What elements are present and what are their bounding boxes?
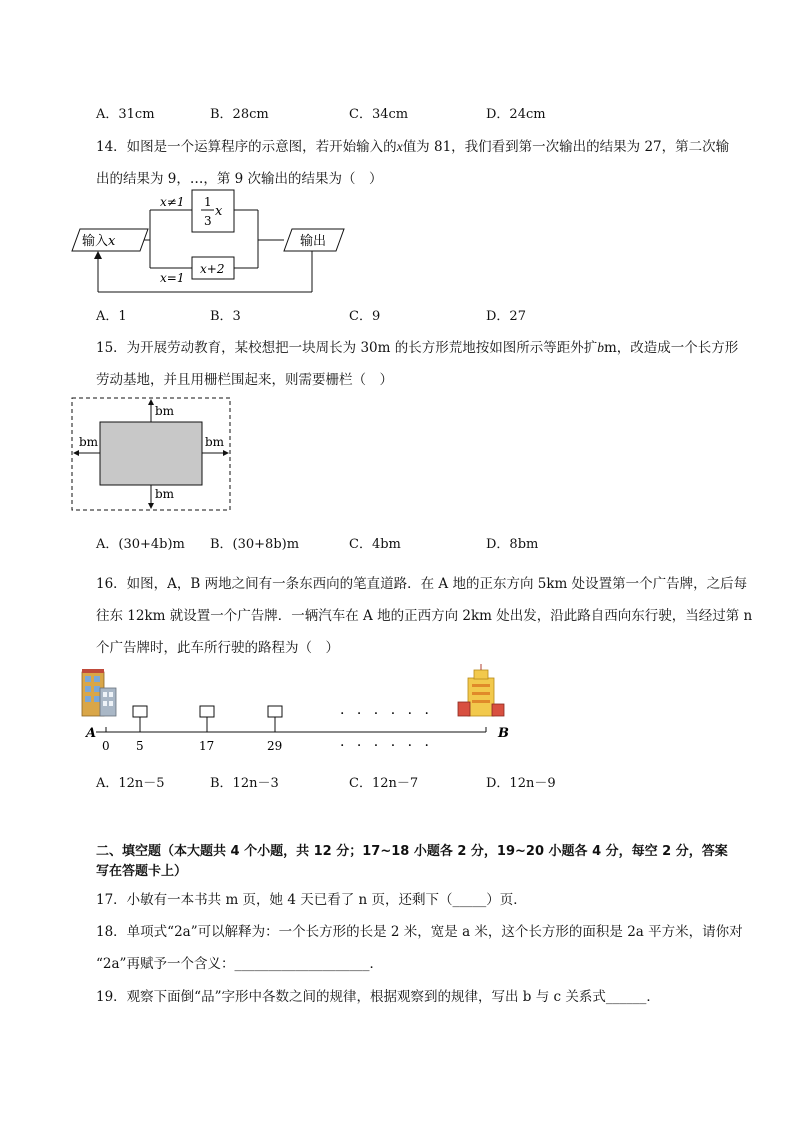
- q13-option-a[interactable]: A．31cm: [96, 107, 155, 122]
- label-b: B: [498, 726, 509, 741]
- building-b-icon: [458, 664, 504, 716]
- inner-grey-rect: [100, 422, 202, 485]
- label-bottom: bm: [155, 487, 175, 501]
- q14-stem-line2: 出的结果为 9，…，第 9 次输出的结果为（ ）: [96, 171, 383, 187]
- arrow-left-icon: [73, 450, 79, 456]
- feedback-arrow-icon: [94, 251, 102, 259]
- q16-option-a[interactable]: A．12n－5: [96, 776, 165, 791]
- q19-text: 19．观察下面倒“品”字形中各数之间的规律，根据观察到的规律，写出 b 与 c 关系式______．: [96, 989, 660, 1005]
- q16-option-c[interactable]: C．12n－7: [349, 776, 419, 791]
- billboard-icon: [200, 706, 214, 732]
- box-one-third-x: [192, 190, 234, 232]
- q15-option-c[interactable]: C．4bm: [349, 537, 401, 552]
- section2-heading-line2: 写在答题卡上）: [96, 864, 188, 879]
- q15-stem-line2: 劳动基地，并且用栅栏围起来，则需要栅栏（ ）: [96, 372, 393, 388]
- q16-stem-line2: 往东 12km 就设置一个广告牌．一辆汽车在 A 地的正西方向 2km 处出发，沿此路自西向东行驶，当经过第 n: [96, 608, 753, 624]
- q18-line1: 18．单项式“2a”可以解释为：一个长方形的长是 2 米，宽是 a 米，这个长方形的面积是 2a 平方米，请你对: [96, 924, 743, 940]
- q13-option-b[interactable]: B．28cm: [210, 107, 269, 122]
- billboard-icon: [133, 706, 147, 732]
- tick-label-5: 5: [136, 739, 144, 753]
- q17-text: 17．小敏有一本书共 m 页，她 4 天已看了 n 页，还剩下（_____）页．: [96, 892, 527, 908]
- output-label: 输出: [300, 234, 327, 249]
- building-a-icon: [82, 669, 116, 716]
- billboard-icon: [268, 706, 282, 732]
- label-right: bm: [205, 435, 225, 449]
- q14-var-x: x: [396, 139, 403, 154]
- label-top: bm: [155, 404, 175, 418]
- box-top-var: x: [215, 204, 223, 219]
- q14-stem-part2: 值为 81，我们看到第一次输出的结果为 27，第二次输: [402, 139, 730, 155]
- label-a: A: [86, 726, 97, 741]
- q14-flowchart: [70, 188, 360, 298]
- condition-bottom: x=1: [160, 271, 185, 285]
- q14-option-c[interactable]: C．9: [349, 309, 381, 324]
- arrow-right-icon: [223, 450, 229, 456]
- q13-option-c[interactable]: C．34cm: [349, 107, 409, 122]
- q14-option-d[interactable]: D．27: [486, 309, 526, 324]
- tick-label-17: 17: [199, 739, 215, 753]
- dots-lower: · · · · · ·: [340, 738, 433, 754]
- q15-var-b: b: [597, 340, 604, 355]
- condition-top: x≠1: [160, 195, 185, 209]
- label-left: bm: [79, 435, 99, 449]
- q15-option-d[interactable]: D．8bm: [486, 537, 539, 552]
- fraction-denominator: 3: [204, 214, 212, 228]
- q14-stem-part1: 14．如图是一个运算程序的示意图，若开始输入的: [96, 139, 397, 155]
- q16-stem-line1: 16．如图，A，B 两地之间有一条东西向的笔直道路．在 A 地的正东方向 5km 处设置第一个广告牌，之后每: [96, 576, 748, 592]
- q14-stem-line1: [96, 135, 729, 155]
- arrow-up-icon: [148, 399, 154, 405]
- tick-label-29: 29: [267, 739, 283, 753]
- dots-upper: · · · · · ·: [340, 706, 433, 722]
- fraction-numerator: 1: [204, 195, 212, 209]
- q16-option-b[interactable]: B．12n－3: [210, 776, 279, 791]
- q13-option-d[interactable]: D．24cm: [486, 107, 546, 122]
- box-bottom-text: x+2: [200, 262, 225, 276]
- q16-stem-line3: 个广告牌时，此车所行驶的路程为（ ）: [96, 640, 339, 656]
- q15-stem-part2: m，改造成一个长方形: [604, 340, 739, 356]
- q15-stem-part1: 15．为开展劳动教育，某校想把一块周长为 30m 的长方形荒地按如图所示等距外扩: [96, 340, 598, 356]
- q18-line2: “2a”再赋予一个含义：____________________．: [96, 956, 383, 972]
- q16-road-diagram: [78, 664, 518, 764]
- q16-option-d[interactable]: D．12n－9: [486, 776, 556, 791]
- arrow-down-icon: [148, 503, 154, 509]
- input-label: 输入x: [82, 234, 116, 249]
- section2-heading-line1: 二、填空题（本大题共 4 个小题，共 12 分；17~18 小题各 2 分，19~20 小题各 4 分，每空 2 分，答案: [96, 844, 728, 859]
- q14-option-b[interactable]: B．3: [210, 309, 241, 324]
- q15-option-a[interactable]: A．(30+4b)m: [96, 537, 185, 552]
- q15-stem-line1: [96, 336, 738, 356]
- q15-diagram: [70, 396, 234, 514]
- q14-option-a[interactable]: A．1: [96, 309, 127, 324]
- q15-option-b[interactable]: B．(30+8b)m: [210, 537, 300, 552]
- tick-label-0: 0: [102, 739, 110, 753]
